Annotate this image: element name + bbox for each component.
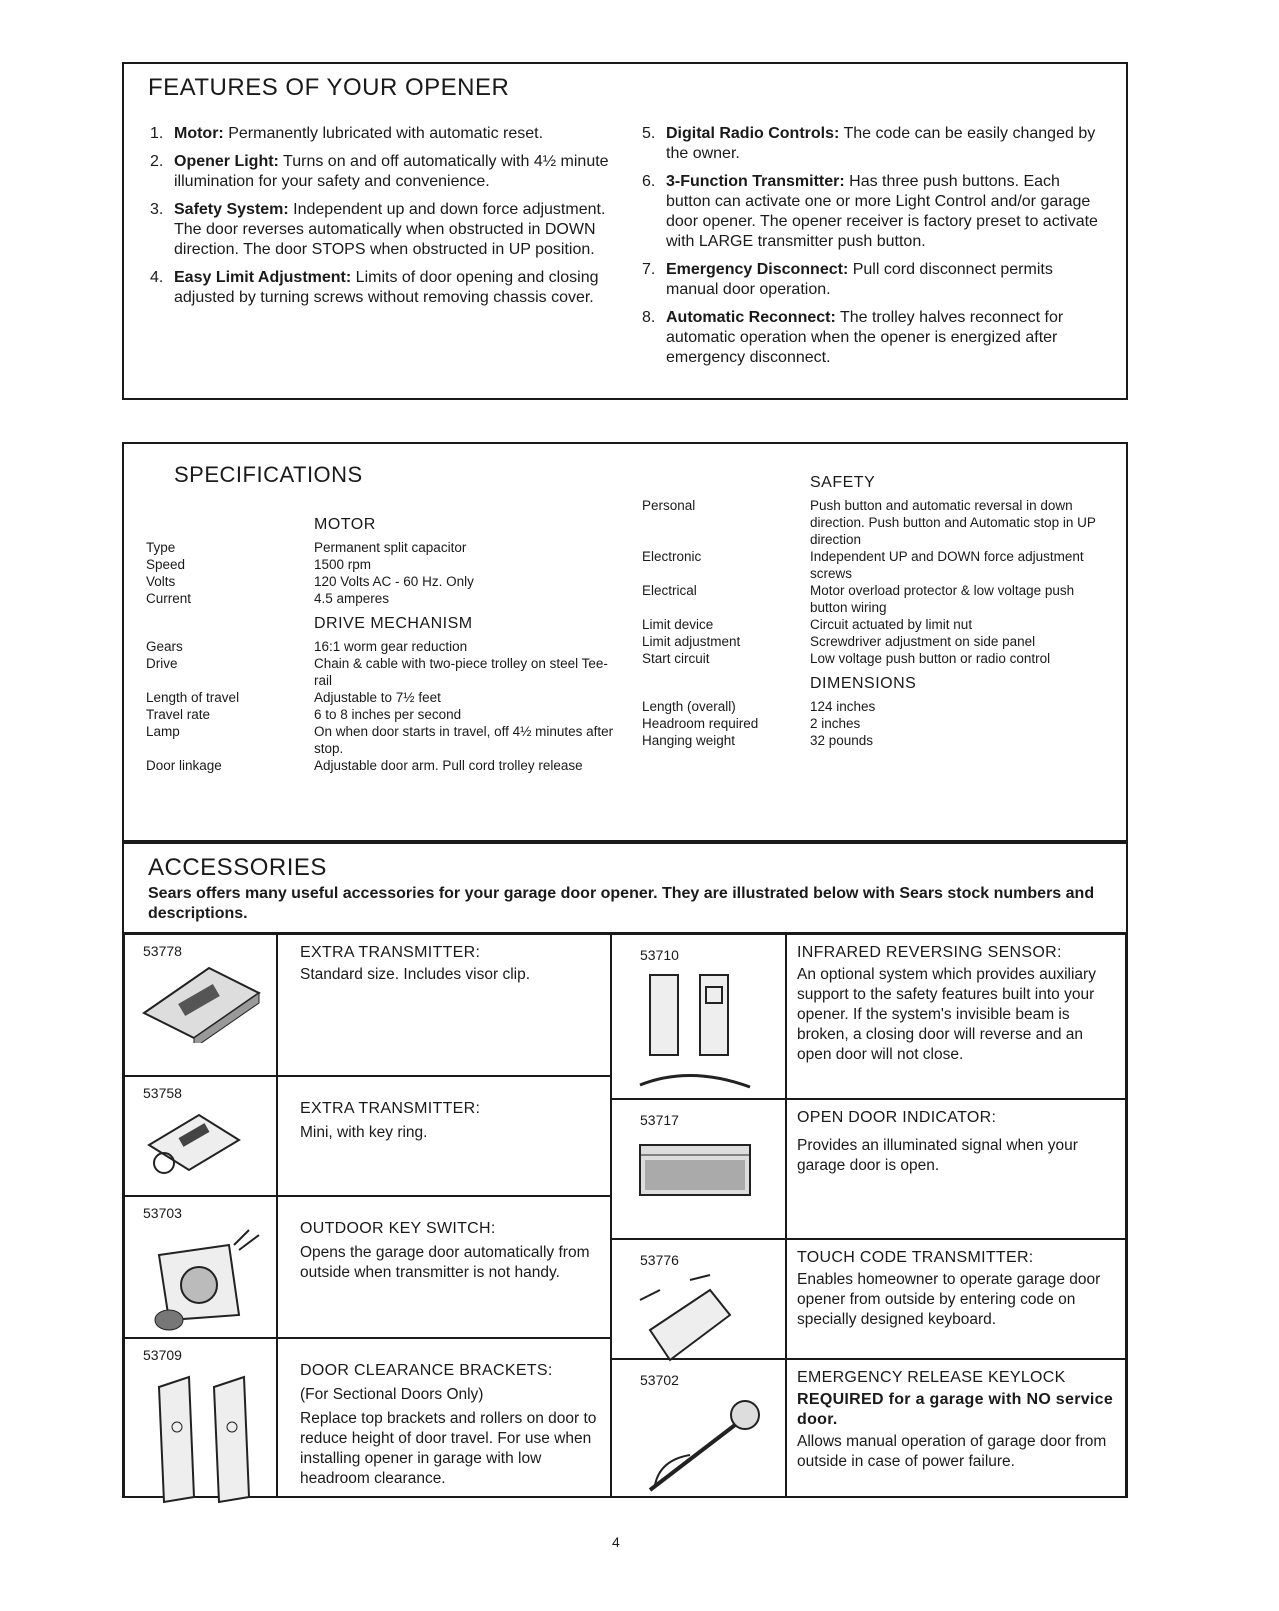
- spec-value: On when door starts in travel, off 4½ minutes after stop.: [314, 724, 614, 756]
- accessory-title: TOUCH CODE TRANSMITTER:: [797, 1249, 1034, 1266]
- feature-number: 8.: [642, 309, 656, 326]
- accessory-description: An optional system which provides auxiliary support to the safety features built into your opener. If the system's invisible beam is broken, a closing door will reverse and an open door will not close.: [797, 966, 1096, 1063]
- feature-label: Motor:: [174, 125, 224, 142]
- accessory-image-cell: [611, 1239, 786, 1359]
- spec-row: [146, 638, 616, 655]
- spec-key: Personal: [642, 498, 696, 513]
- spec-key: Speed: [146, 557, 186, 572]
- spec-row: [146, 689, 616, 706]
- feature-label: 3-Function Transmitter:: [666, 173, 845, 190]
- accessory-description: (For Sectional Doors Only): [300, 1386, 484, 1403]
- spec-key: Electronic: [642, 549, 702, 564]
- spec-row: [642, 715, 1102, 732]
- spec-row: [642, 497, 1102, 548]
- features-right-column: [642, 124, 1102, 376]
- spec-row: [642, 548, 1102, 582]
- accessory-text-cell: [786, 1099, 1126, 1239]
- accessory-title: EXTRA TRANSMITTER:: [300, 944, 481, 961]
- feature-text: Turns on and off automatically with 4½ minute illumination for your safety and convenience.: [174, 153, 609, 190]
- feature-label: Emergency Disconnect:: [666, 261, 849, 278]
- spec-row: [642, 582, 1102, 616]
- spec-value: Motor overload protector & low voltage push button wiring: [810, 583, 1075, 615]
- accessories-intro: Sears offers many useful accessories for your garage door opener. They are illustrated below with Sears stock numbers and descriptions.: [148, 885, 1095, 922]
- accessories-title: ACCESSORIES: [148, 854, 327, 881]
- accessory-illustration-icon: [139, 963, 264, 1048]
- accessory-image-cell: [124, 1076, 277, 1196]
- spec-value: 124 inches: [810, 699, 876, 714]
- feature-text: The trolley halves reconnect for automatic operation when the opener is energized after emergency disconnect.: [666, 309, 1064, 366]
- accessory-stock-number: 53702: [640, 1372, 679, 1388]
- spec-row: [146, 706, 616, 723]
- accessory-requirement: REQUIRED for a garage with NO service door.: [797, 1391, 1114, 1428]
- accessory-title: OPEN DOOR INDICATOR:: [797, 1109, 997, 1126]
- feature-text: Independent up and down force adjustment. The door reverses automatically when obstructed in DOWN direction. The door STOPS when obstructed in UP position.: [174, 201, 606, 258]
- feature-text: The code can be easily changed by the owner.: [666, 125, 1096, 162]
- accessory-title: INFRARED REVERSING SENSOR:: [797, 944, 1062, 961]
- drive-heading: DRIVE MECHANISM: [314, 615, 473, 632]
- spec-key: Type: [146, 540, 176, 555]
- accessory-image-cell: [611, 934, 786, 1099]
- spec-value: Low voltage push button or radio control: [810, 651, 1051, 666]
- accessory-image-cell: [611, 1359, 786, 1498]
- feature-text: Has three push buttons. Each button can activate one or more Light Control and/or garage door opener. The opener receiver is factory preset to activate with LARGE transmitter push button.: [666, 173, 1098, 250]
- spec-row: [146, 723, 616, 757]
- feature-item: [150, 124, 610, 144]
- accessory-stock-number: 53776: [640, 1252, 679, 1268]
- accessory-text-cell: [277, 1196, 611, 1338]
- spec-value: Circuit actuated by limit nut: [810, 617, 973, 632]
- feature-label: Automatic Reconnect:: [666, 309, 836, 326]
- spec-value: Independent UP and DOWN force adjustment screws: [810, 549, 1084, 581]
- spec-key: Door linkage: [146, 758, 222, 773]
- motor-heading: MOTOR: [314, 516, 376, 533]
- spec-value: Adjustable door arm. Pull cord trolley release: [314, 758, 583, 773]
- spec-row: [146, 757, 616, 774]
- feature-item: [642, 172, 1102, 252]
- accessory-illustration-icon: [630, 1130, 760, 1215]
- spec-key: Limit adjustment: [642, 634, 741, 649]
- features-title: FEATURES OF YOUR OPENER: [148, 74, 510, 101]
- accessory-description-detail: Replace top brackets and rollers on door to reduce height of door travel. For use when installing opener in garage with low headroom clearance.: [300, 1410, 597, 1487]
- specifications-title: SPECIFICATIONS: [174, 462, 363, 487]
- dimensions-heading: DIMENSIONS: [810, 675, 917, 692]
- spec-row: [146, 539, 616, 556]
- accessory-title: DOOR CLEARANCE BRACKETS:: [300, 1362, 553, 1379]
- specifications-box: [122, 442, 1128, 842]
- spec-row: [642, 650, 1102, 667]
- accessory-stock-number: 53703: [143, 1205, 182, 1221]
- specs-right-column: [642, 466, 1102, 749]
- accessory-description: Allows manual operation of garage door from outside in case of power failure.: [797, 1433, 1107, 1470]
- accessory-description: Enables homeowner to operate garage door opener from outside by entering code on specially designed keyboard.: [797, 1271, 1101, 1328]
- features-left-column: [150, 124, 610, 316]
- spec-row: [146, 590, 616, 607]
- accessory-text-cell: [786, 934, 1126, 1099]
- spec-value: 32 pounds: [810, 733, 874, 748]
- accessory-title: EMERGENCY RELEASE KEYLOCK: [797, 1369, 1066, 1386]
- feature-item: [150, 200, 610, 260]
- spec-value: Permanent split capacitor: [314, 540, 467, 555]
- spec-row: [146, 556, 616, 573]
- accessory-title: EXTRA TRANSMITTER:: [300, 1100, 481, 1117]
- spec-value: Adjustable to 7½ feet: [314, 690, 441, 705]
- spec-key: Gears: [146, 639, 183, 654]
- feature-text: Pull cord disconnect permits manual door operation.: [666, 261, 1053, 298]
- spec-row: [642, 616, 1102, 633]
- accessory-stock-number: 53758: [143, 1085, 182, 1101]
- accessory-illustration-icon: [630, 965, 770, 1100]
- spec-value: 120 Volts AC - 60 Hz. Only: [314, 574, 474, 589]
- accessory-illustration-icon: [139, 1367, 269, 1512]
- accessories-grid: [124, 932, 1126, 1498]
- spec-row: [146, 655, 616, 689]
- spec-key: Start circuit: [642, 651, 710, 666]
- spec-row: [642, 732, 1102, 749]
- spec-key: Drive: [146, 656, 178, 671]
- accessory-image-cell: [611, 1099, 786, 1239]
- spec-row: [146, 573, 616, 590]
- accessory-description: Opens the garage door automatically from outside when transmitter is not handy.: [300, 1244, 590, 1281]
- feature-label: Easy Limit Adjustment:: [174, 269, 352, 286]
- feature-item: [642, 124, 1102, 164]
- spec-row: [642, 698, 1102, 715]
- feature-text: Limits of door opening and closing adjusted by turning screws without removing chassis cover.: [174, 269, 599, 306]
- feature-label: Safety System:: [174, 201, 289, 218]
- accessory-description: Provides an illuminated signal when your garage door is open.: [797, 1137, 1078, 1174]
- accessory-description: Mini, with key ring.: [300, 1124, 428, 1141]
- spec-key: Lamp: [146, 724, 180, 739]
- accessory-stock-number: 53778: [143, 943, 182, 959]
- spec-key: Volts: [146, 574, 176, 589]
- spec-value: 16:1 worm gear reduction: [314, 639, 468, 654]
- spec-key: Hanging weight: [642, 733, 736, 748]
- page-number: 4: [612, 1534, 620, 1550]
- accessory-illustration-icon: [630, 1390, 780, 1505]
- spec-key: Length (overall): [642, 699, 736, 714]
- spec-value: 6 to 8 inches per second: [314, 707, 462, 722]
- accessory-image-cell: [124, 1196, 277, 1338]
- spec-row: [642, 633, 1102, 650]
- accessory-title: OUTDOOR KEY SWITCH:: [300, 1220, 496, 1237]
- feature-number: 1.: [150, 125, 164, 142]
- feature-item: [150, 152, 610, 192]
- spec-key: Headroom required: [642, 716, 759, 731]
- accessories-box: [122, 842, 1128, 1498]
- accessory-stock-number: 53709: [143, 1347, 182, 1363]
- accessory-description: Standard size. Includes visor clip.: [300, 966, 531, 983]
- accessory-image-cell: [124, 1338, 277, 1498]
- feature-item: [642, 260, 1102, 300]
- feature-number: 5.: [642, 125, 656, 142]
- spec-value: Chain & cable with two-piece trolley on steel Tee-rail: [314, 656, 608, 688]
- spec-key: Current: [146, 591, 192, 606]
- feature-number: 4.: [150, 269, 164, 286]
- spec-key: Length of travel: [146, 690, 240, 705]
- spec-key: Limit device: [642, 617, 714, 632]
- accessory-text-cell: [277, 1338, 611, 1498]
- feature-number: 7.: [642, 261, 656, 278]
- feature-label: Opener Light:: [174, 153, 279, 170]
- accessory-text-cell: [786, 1359, 1126, 1498]
- feature-item: [150, 268, 610, 308]
- spec-value: Screwdriver adjustment on side panel: [810, 634, 1036, 649]
- accessory-illustration-icon: [139, 1105, 249, 1190]
- accessory-stock-number: 53710: [640, 947, 679, 963]
- feature-item: [642, 308, 1102, 368]
- feature-number: 3.: [150, 201, 164, 218]
- features-box: [122, 62, 1128, 400]
- accessory-stock-number: 53717: [640, 1112, 679, 1128]
- spec-value: 1500 rpm: [314, 557, 372, 572]
- spec-value: 2 inches: [810, 716, 861, 731]
- spec-value: Push button and automatic reversal in down direction. Push button and Automatic stop in UP direction: [810, 498, 1096, 547]
- feature-text: Permanently lubricated with automatic reset.: [223, 125, 544, 142]
- accessory-illustration-icon: [139, 1225, 269, 1340]
- spec-key: Travel rate: [146, 707, 211, 722]
- feature-label: Digital Radio Controls:: [666, 125, 840, 142]
- specs-left-column: [146, 508, 616, 774]
- feature-number: 2.: [150, 153, 164, 170]
- accessory-text-cell: [786, 1239, 1126, 1359]
- accessory-image-cell: [124, 934, 277, 1076]
- safety-heading: SAFETY: [810, 474, 876, 491]
- spec-value: 4.5 amperes: [314, 591, 390, 606]
- accessory-text-cell: [277, 934, 611, 1076]
- spec-key: Electrical: [642, 583, 697, 598]
- accessory-text-cell: [277, 1076, 611, 1196]
- feature-number: 6.: [642, 173, 656, 190]
